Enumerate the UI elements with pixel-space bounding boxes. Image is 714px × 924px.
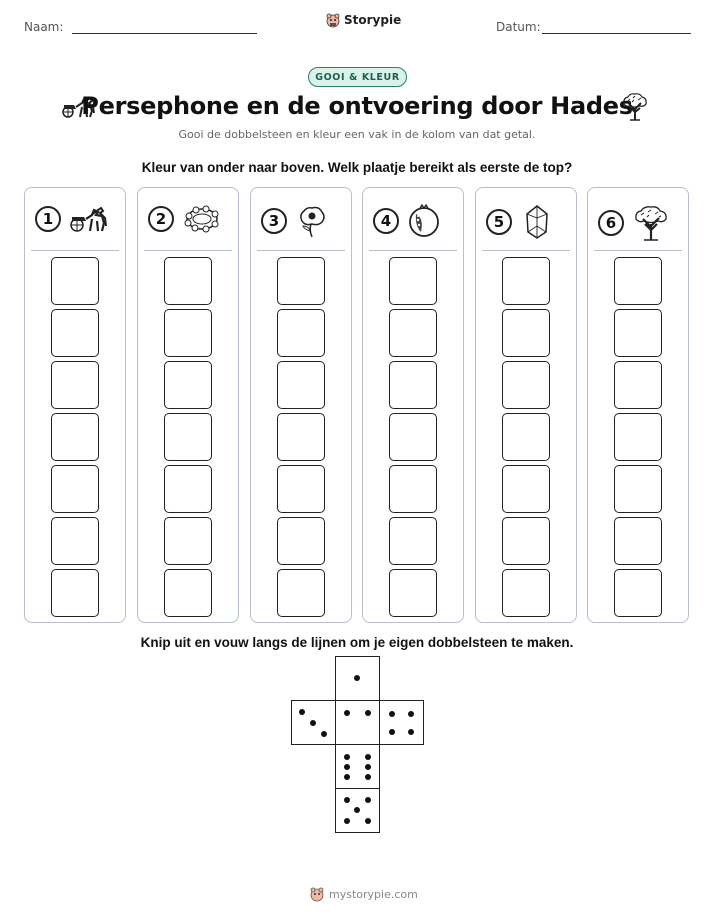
color-box[interactable] <box>389 517 437 565</box>
pip <box>389 711 395 717</box>
pip <box>344 774 350 780</box>
color-box[interactable] <box>164 465 212 513</box>
mascot-icon <box>309 886 325 902</box>
pip <box>365 818 371 824</box>
die-face-1 <box>335 656 380 701</box>
color-box[interactable] <box>164 569 212 617</box>
color-box[interactable] <box>614 569 662 617</box>
name-line <box>72 33 257 34</box>
color-box[interactable] <box>164 257 212 305</box>
date-line <box>542 33 691 34</box>
color-box[interactable] <box>389 465 437 513</box>
color-box[interactable] <box>389 413 437 461</box>
chariot-icon <box>69 204 109 234</box>
brand-logo <box>325 12 401 28</box>
color-box[interactable] <box>51 257 99 305</box>
activity-badge: GOOI & KLEUR <box>308 67 407 87</box>
column-number: 2 <box>148 206 174 232</box>
color-box[interactable] <box>614 517 662 565</box>
pip <box>344 818 350 824</box>
color-box[interactable] <box>277 465 325 513</box>
color-box[interactable] <box>614 361 662 409</box>
brand-name: Storypie <box>344 13 402 27</box>
mascot-icon <box>325 12 341 28</box>
pip <box>365 764 371 770</box>
footer-url: mystorypie.com <box>329 887 418 901</box>
pip <box>365 797 371 803</box>
color-box[interactable] <box>614 465 662 513</box>
column-1 <box>24 187 126 623</box>
game-instruction: Kleur van onder naar boven. Welk plaatje bereikt als eerste de top? <box>141 160 573 175</box>
color-box[interactable] <box>614 309 662 357</box>
flower-wreath-icon <box>182 204 222 234</box>
pip <box>408 729 414 735</box>
color-box[interactable] <box>614 257 662 305</box>
color-box[interactable] <box>164 309 212 357</box>
poppy-flower-icon <box>295 204 329 238</box>
color-box[interactable] <box>389 361 437 409</box>
crystal-icon <box>520 204 554 240</box>
color-box[interactable] <box>502 309 550 357</box>
color-box[interactable] <box>502 361 550 409</box>
color-box[interactable] <box>502 465 550 513</box>
column-divider <box>31 250 119 251</box>
column-number: 1 <box>35 206 61 232</box>
color-box[interactable] <box>502 413 550 461</box>
pip <box>354 675 360 681</box>
color-box[interactable] <box>51 569 99 617</box>
pip <box>310 720 316 726</box>
pip <box>344 754 350 760</box>
pomegranate-icon <box>407 204 441 238</box>
color-box[interactable] <box>164 517 212 565</box>
color-box[interactable] <box>277 361 325 409</box>
column-number: 6 <box>598 210 624 236</box>
pip <box>365 774 371 780</box>
color-box[interactable] <box>277 309 325 357</box>
color-box[interactable] <box>164 413 212 461</box>
color-box[interactable] <box>277 413 325 461</box>
footer <box>309 886 418 902</box>
die-face-2 <box>335 700 380 745</box>
die-face-5 <box>335 788 380 833</box>
color-box[interactable] <box>502 257 550 305</box>
color-box[interactable] <box>51 361 99 409</box>
dice-instruction: Knip uit en vouw langs de lijnen om je eigen dobbelsteen te maken. <box>140 635 574 650</box>
die-face-3 <box>291 700 336 745</box>
pip <box>344 797 350 803</box>
column-divider <box>594 250 682 251</box>
column-divider <box>144 250 232 251</box>
pip <box>321 731 327 737</box>
column-number: 4 <box>373 208 399 234</box>
column-number: 5 <box>486 209 512 235</box>
pip <box>344 764 350 770</box>
column-2 <box>137 187 239 623</box>
tree-icon <box>632 204 670 242</box>
die-face-4 <box>379 700 424 745</box>
page-subtitle: Gooi de dobbelsteen en kleur een vak in de kolom van dat getal. <box>178 128 536 141</box>
color-box[interactable] <box>502 569 550 617</box>
color-box[interactable] <box>389 569 437 617</box>
column-4 <box>362 187 464 623</box>
color-box[interactable] <box>277 569 325 617</box>
column-3 <box>250 187 352 623</box>
pip <box>299 709 305 715</box>
pip <box>365 710 371 716</box>
color-box[interactable] <box>51 465 99 513</box>
color-box[interactable] <box>277 257 325 305</box>
column-divider <box>257 250 345 251</box>
name-label: Naam: <box>24 20 64 34</box>
page-title: Persephone en de ontvoering door Hades <box>81 92 633 120</box>
tree-title-icon <box>620 92 650 122</box>
color-box[interactable] <box>51 517 99 565</box>
color-box[interactable] <box>389 309 437 357</box>
column-number: 3 <box>261 208 287 234</box>
column-5 <box>475 187 577 623</box>
pip <box>408 711 414 717</box>
color-box[interactable] <box>389 257 437 305</box>
color-box[interactable] <box>164 361 212 409</box>
pip <box>365 754 371 760</box>
color-box[interactable] <box>51 309 99 357</box>
color-box[interactable] <box>277 517 325 565</box>
color-box[interactable] <box>502 517 550 565</box>
pip <box>344 710 350 716</box>
pip <box>354 807 360 813</box>
date-label: Datum: <box>496 20 541 34</box>
column-divider <box>369 250 457 251</box>
die-face-6 <box>335 744 380 789</box>
column-divider <box>482 250 570 251</box>
color-box[interactable] <box>51 413 99 461</box>
pip <box>389 729 395 735</box>
color-box[interactable] <box>614 413 662 461</box>
column-6 <box>587 187 689 623</box>
